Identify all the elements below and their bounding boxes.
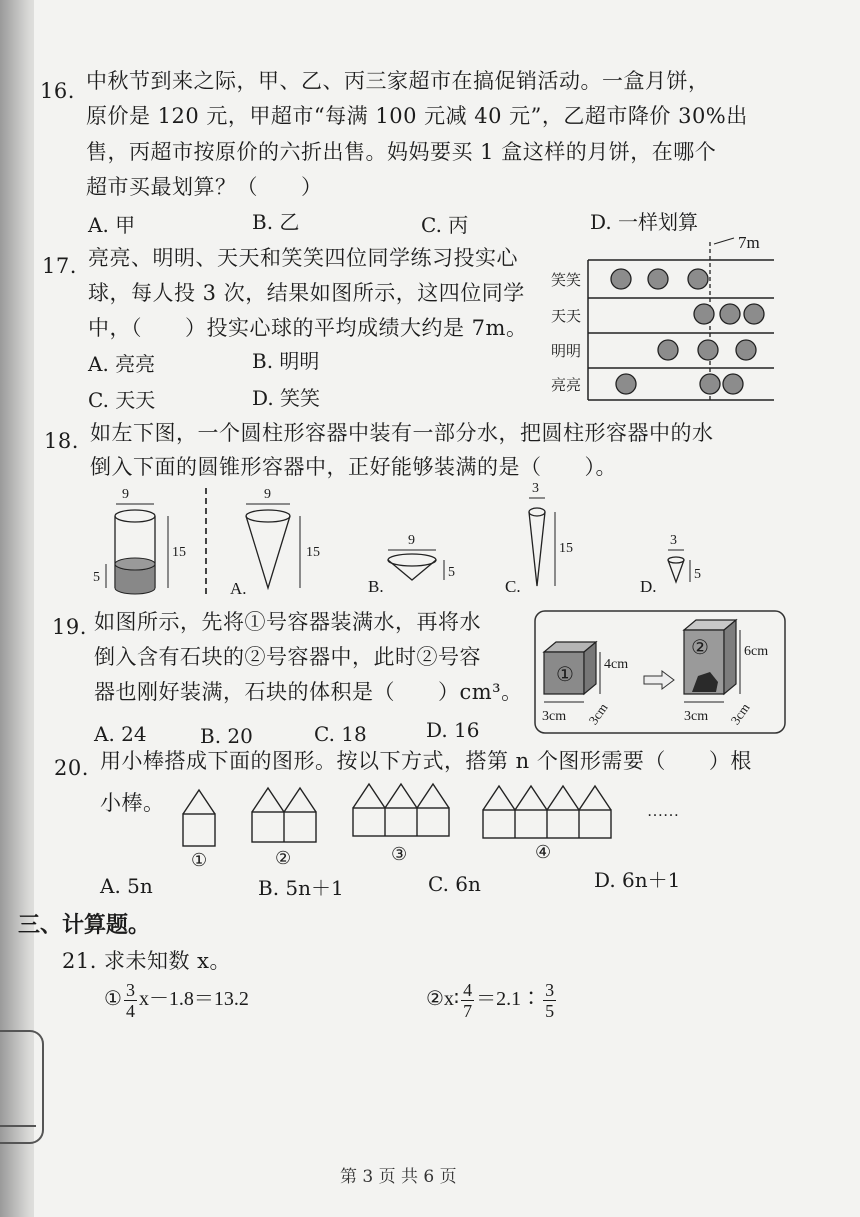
q16-line1: 中秋节到来之际，甲、乙、丙三家超市在搞促销活动。一盒月饼， xyxy=(86,69,710,93)
q18-cyl-height: 15 xyxy=(172,545,186,560)
q17-ball xyxy=(648,269,668,289)
q20-figure-2-label: ② xyxy=(275,848,292,868)
q17-option-d: D. 笑笑 xyxy=(252,386,321,410)
q18-c-height: 15 xyxy=(559,541,573,556)
q21-equation-2 xyxy=(426,980,558,1021)
q18-a-height: 15 xyxy=(306,545,320,560)
q17-ball xyxy=(611,269,631,289)
q18-line1: 如左下图，一个圆柱形容器中装有一部分水，把圆柱形容器中的水 xyxy=(90,421,714,445)
q17-row-label-xiaoxiao: 笑笑 xyxy=(551,273,582,289)
q17-ball xyxy=(723,374,743,394)
q19-container-width: 3cm xyxy=(542,709,567,724)
q16-option-a: A. 甲 xyxy=(88,213,136,237)
q19-line1: 如图所示，先将①号容器装满水，再将水 xyxy=(94,610,481,634)
q20-line2: 小棒。 xyxy=(100,791,165,815)
q17-line2: 球，每人投 3 次，结果如图所示，这四位同学 xyxy=(88,281,525,305)
q18-c-label: C. xyxy=(505,577,521,596)
q17-ball xyxy=(700,374,720,394)
q21-eq2-numerator-1: 4 xyxy=(463,980,473,1000)
q19-container-depth: 3cm xyxy=(585,700,611,728)
q21-number: 21. xyxy=(62,949,97,973)
q18-cone-d xyxy=(640,530,720,598)
q18-a-label: A. xyxy=(230,579,247,598)
q20-option-d: D. 6n＋1 xyxy=(594,868,681,892)
q16-option-b: B. 乙 xyxy=(252,210,300,234)
q16-option-c: C. 丙 xyxy=(421,213,469,237)
q17-ball xyxy=(744,304,764,324)
q18-d-height: 5 xyxy=(694,567,701,582)
q20-option-b: B. 5n＋1 xyxy=(258,876,344,900)
divider xyxy=(205,488,207,594)
q18-cone-b xyxy=(368,530,468,600)
section-3-title: 三、计算题。 xyxy=(18,912,151,938)
q20-option-c: C. 6n xyxy=(428,872,481,896)
q21-eq1-marker: ① xyxy=(104,988,122,1011)
q18-water-height: 5 xyxy=(93,570,100,585)
q20-number: 20. xyxy=(54,756,89,780)
q18-number: 18. xyxy=(44,429,79,453)
q21-eq1-denominator: 4 xyxy=(125,1001,135,1021)
q18-cone-a xyxy=(226,484,336,598)
q21-title: 求未知数 x。 xyxy=(104,949,232,973)
page-footer: 第 3 页 共 6 页 xyxy=(340,1167,457,1187)
q17-ball xyxy=(688,269,708,289)
q17-line3: 中，（ ）投实心球的平均成绩大约是 7m。 xyxy=(88,316,528,340)
q19-option-c: C. 18 xyxy=(314,722,367,746)
q20-option-a: A. 5n xyxy=(100,874,153,898)
q17-option-b: B. 明明 xyxy=(252,349,320,373)
q17-ball xyxy=(616,374,636,394)
q21-eq1-fraction xyxy=(124,980,137,1021)
q17-row-label-tiantian: 天天 xyxy=(551,309,582,325)
q20-figure-3-label: ③ xyxy=(391,844,408,864)
q18-a-diameter: 9 xyxy=(264,487,271,502)
q21-eq2-fraction-2 xyxy=(543,980,556,1021)
q19-container2-depth: 3cm xyxy=(727,700,753,728)
q17-row-label-liangliang: 亮亮 xyxy=(551,378,582,394)
q18-d-label: D. xyxy=(640,577,657,596)
q18-cone-c xyxy=(505,478,595,598)
q21-eq1-numerator: 3 xyxy=(125,980,135,1000)
q20-stick-shape xyxy=(353,808,449,836)
q20-figure-1-label: ① xyxy=(191,850,208,870)
q19-container-figure xyxy=(534,610,786,734)
q17-ball xyxy=(658,340,678,360)
q17-ball xyxy=(720,304,740,324)
q16-option-d: D. 一样划算 xyxy=(590,210,699,234)
q20-figure-4-label: ④ xyxy=(535,842,552,862)
q18-cyl-diameter: 9 xyxy=(122,487,129,502)
q17-row-label-mingming: 明明 xyxy=(551,344,582,360)
q17-throw-figure xyxy=(548,230,780,405)
q19-option-b: B. 20 xyxy=(200,724,253,748)
q21-eq2-mid: ＝2.1∶ xyxy=(476,988,542,1011)
q21-eq2-lead: ②x∶ xyxy=(426,988,460,1011)
q19-container1-height: 4cm xyxy=(604,657,629,672)
q20-stick-shape xyxy=(353,784,449,808)
q19-container2-height: 6cm xyxy=(744,644,769,659)
q16-line2: 原价是 120 元，甲超市“每满 100 元减 40 元”，乙超市降价 30%出 xyxy=(86,104,748,128)
q16-line3: 售，丙超市按原价的六折出售。妈妈要买 1 盒这样的月饼，在哪个 xyxy=(86,140,717,164)
q17-line1: 亮亮、明明、天天和笑笑四位同学练习投实心 xyxy=(88,246,518,270)
q17-mark-label: 7m xyxy=(738,233,760,252)
q17-ball xyxy=(736,340,756,360)
q20-line1: 用小棒搭成下面的图形。按以下方式，搭第 n 个图形需要（ ）根 xyxy=(100,749,752,773)
q20-ellipsis: …… xyxy=(647,803,679,820)
q19-container2-width: 3cm xyxy=(684,709,709,724)
q21-eq2-denominator-2: 5 xyxy=(545,1001,555,1021)
q19-container2-label: ② xyxy=(691,637,709,659)
q21-eq1-rest: x－1.8＝13.2 xyxy=(138,988,249,1011)
q21-eq2-numerator-2: 3 xyxy=(545,980,555,1000)
q18-d-diameter: 3 xyxy=(670,533,677,548)
q17-option-a: A. 亮亮 xyxy=(88,352,156,376)
q20-stick-shape xyxy=(183,814,215,846)
q18-b-label: B. xyxy=(368,577,384,596)
q20-stick-shape xyxy=(483,786,611,810)
q19-line3: 器也刚好装满，石块的体积是（ ）cm³。 xyxy=(94,680,523,704)
q21-eq2-denominator-1: 7 xyxy=(463,1001,473,1021)
q21-eq2-fraction-1 xyxy=(461,980,474,1021)
q19-container1-label: ① xyxy=(556,664,574,686)
q20-stick-shape xyxy=(252,788,316,812)
q20-stick-shape xyxy=(183,790,215,814)
q16-number: 16. xyxy=(40,79,75,103)
q18-c-diameter: 3 xyxy=(532,481,539,496)
q19-number: 19. xyxy=(52,615,87,639)
q19-line2: 倒入含有石块的②号容器中，此时②号容 xyxy=(94,645,481,669)
binding-edge-line xyxy=(0,1125,36,1127)
q18-b-height: 5 xyxy=(448,565,455,580)
q19-option-d: D. 16 xyxy=(426,718,480,742)
q18-b-diameter: 9 xyxy=(408,533,415,548)
q17-option-c: C. 天天 xyxy=(88,388,156,412)
q19-option-a: A. 24 xyxy=(94,722,147,746)
q18-cylinder-figure xyxy=(90,484,200,598)
q17-ball xyxy=(694,304,714,324)
q20-stick-figures xyxy=(175,780,695,875)
q17-ball xyxy=(698,340,718,360)
q18-line2: 倒入下面的圆锥形容器中，正好能够装满的是（ ）。 xyxy=(90,455,617,479)
q21-equation-1 xyxy=(104,980,249,1021)
q16-line4: 超市买最划算？（ ） xyxy=(86,175,323,199)
q17-number: 17. xyxy=(42,254,77,278)
